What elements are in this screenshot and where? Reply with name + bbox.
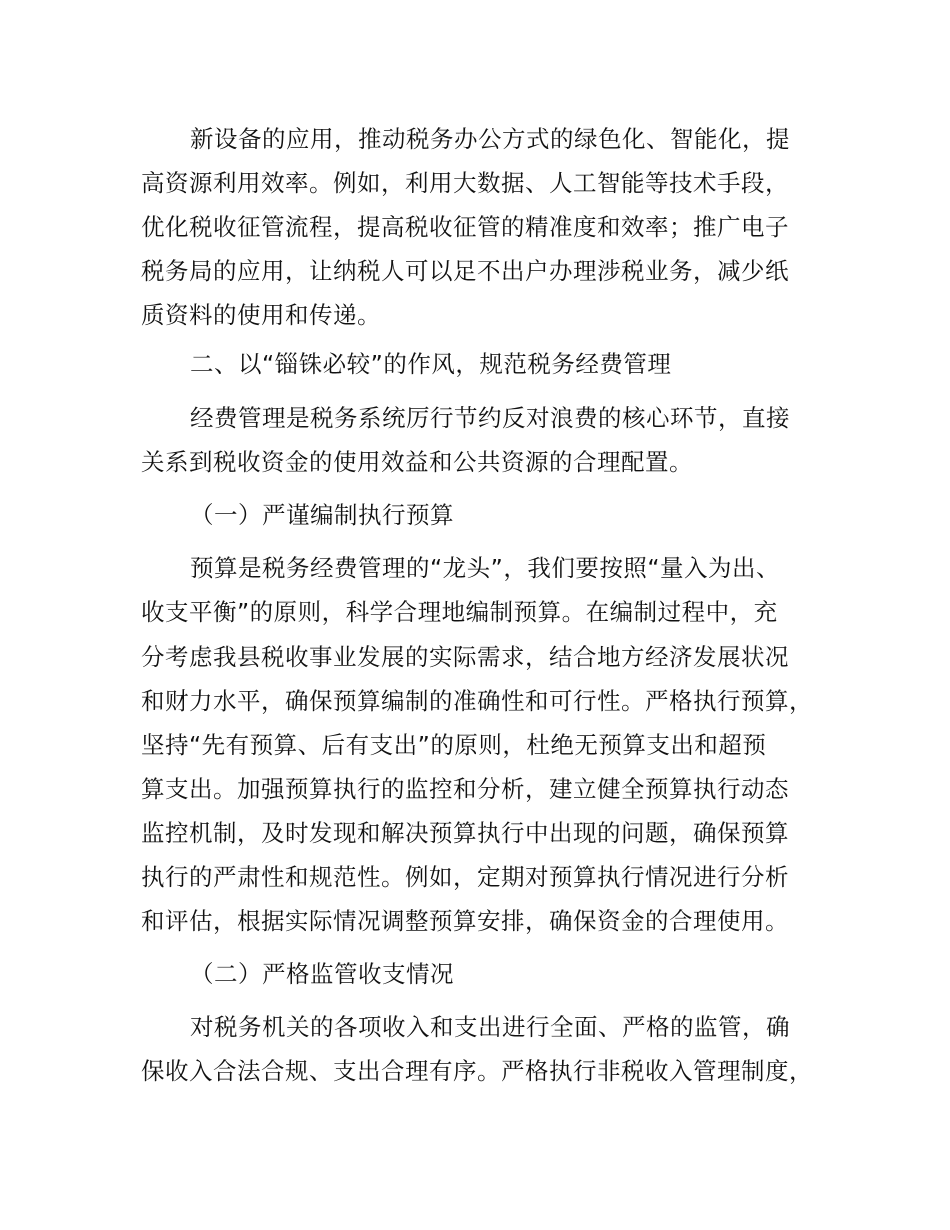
paragraph-line: 经费管理是税务系统厉行节约反对浪费的核心环节，直接 — [190, 404, 790, 432]
paragraph-line: 优化税收征管流程，提高税收征管的精准度和效率；推广电子 — [141, 213, 789, 241]
paragraph-line: 收支平衡”的原则，科学合理地编制预算。在编制过程中，充 — [141, 598, 778, 626]
paragraph-line: 分考虑我县税收事业发展的实际需求，结合地方经济发展状况 — [141, 643, 789, 671]
subsection-heading: （一）严谨编制执行预算 — [190, 501, 454, 529]
paragraph-line: 高资源利用效率。例如，利用大数据、人工智能等技术手段， — [141, 169, 789, 197]
section-heading: 二、以“锱铢必较”的作风，规范税务经费管理 — [190, 350, 672, 378]
paragraph-line: 和评估，根据实际情况调整预算安排，确保资金的合理使用。 — [141, 907, 789, 935]
paragraph-line: 执行的严肃性和规范性。例如，定期对预算执行情况进行分析 — [141, 863, 789, 891]
paragraph-line: 税务局的应用，让纳税人可以足不出户办理涉税业务，减少纸 — [141, 257, 789, 285]
paragraph-line: 对税务机关的各项收入和支出进行全面、严格的监管，确 — [190, 1013, 790, 1041]
paragraph-line: 坚持“先有预算、后有支出”的原则，杜绝无预算支出和超预 — [141, 731, 767, 759]
paragraph-line: 和财力水平，确保预算编制的准确性和可行性。严格执行预算， — [141, 687, 813, 715]
paragraph-line: 预算是税务经费管理的“龙头”，我们要按照“量入为出、 — [190, 554, 781, 582]
paragraph-line: 监控机制，及时发现和解决预算执行中出现的问题，确保预算 — [141, 819, 789, 847]
paragraph-line: 质资料的使用和传递。 — [141, 301, 381, 329]
subsection-heading: （二）严格监管收支情况 — [190, 960, 454, 988]
paragraph-line: 算支出。加强预算执行的监控和分析，建立健全预算执行动态 — [141, 775, 789, 803]
paragraph-line: 保收入合法合规、支出合理有序。严格执行非税收入管理制度， — [141, 1057, 813, 1085]
paragraph-line: 关系到税收资金的使用效益和公共资源的合理配置。 — [141, 448, 693, 476]
paragraph-line: 新设备的应用，推动税务办公方式的绿色化、智能化，提 — [190, 125, 790, 153]
